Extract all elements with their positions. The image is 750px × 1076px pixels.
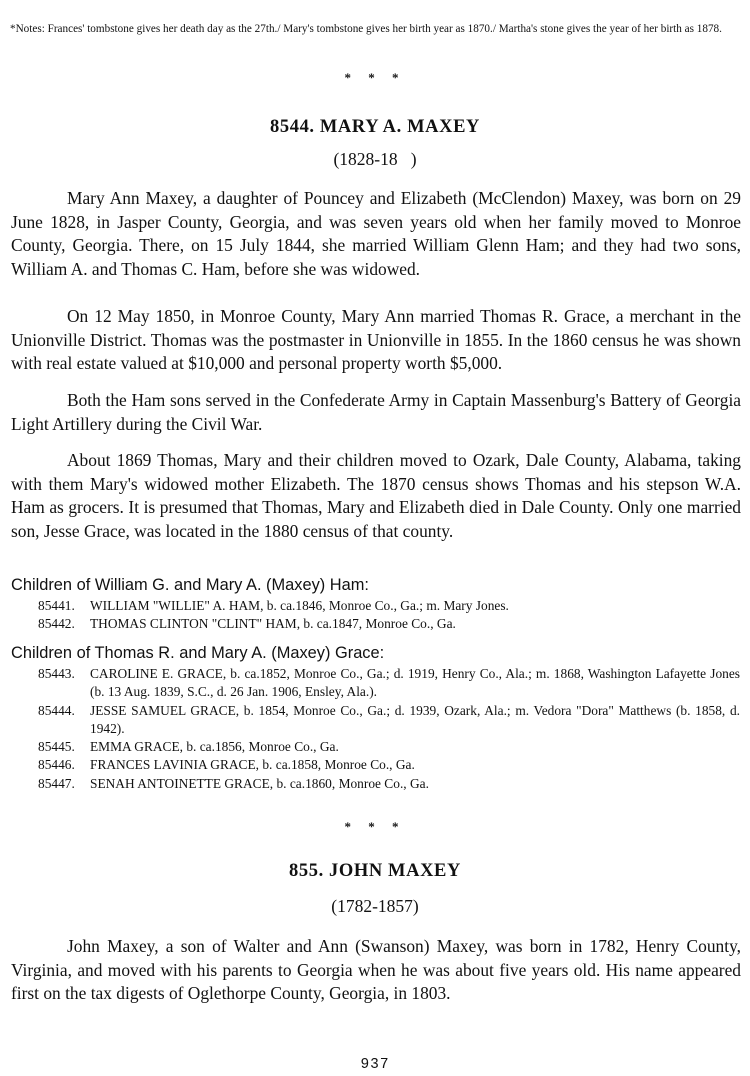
child-number: 85445. [38,739,75,755]
section-dates-john-maxey: (1782-1857) [331,896,419,916]
child-number: 85443. [38,666,75,681]
child-number: 85441. [38,598,75,613]
paragraph-mary-marriage: On 12 May 1850, in Monroe County, Mary Ann married Thomas R. Grace, a merchant in the Unionville District. Thomas was the postmaster in Unionville in 1855. In the 1860 census he was shown with real estate valued at $10,000 and personal property worth $5,000. [11,306,741,374]
children-heading-grace: Children of Thomas R. and Mary A. (Maxey) Grace: [11,644,385,662]
child-text: FRANCES LAVINIA GRACE, b. ca.1858, Monroe Co., Ga. [90,757,415,773]
section-separator: * * * [344,819,406,834]
child-text: JESSE SAMUEL GRACE, b. 1854, Monroe Co., Ga.; d. 1939, Ozark, Ala.; m. Vedora "Dora" Matthews (b. 1858, d. 1942). [90,702,740,736]
child-text: THOMAS CLINTON "CLINT" HAM, b. ca.1847, Monroe Co., Ga. [90,616,456,632]
child-number: 85446. [38,757,75,773]
footnote-notes: *Notes: Frances' tombstone gives her death day as the 27th./ Mary's tombstone gives her birth year as 1870./ Martha's stone gives the year of her birth as 1878. [10,23,722,35]
child-number: 85447. [38,775,75,791]
child-entry [0,775,750,793]
child-entry [0,756,750,774]
child-text: WILLIAM "WILLIE" A. HAM, b. ca.1846, Monroe Co., Ga.; m. Mary Jones. [90,598,509,613]
child-number: 85444. [38,702,75,718]
paragraph-ham-sons: Both the Ham sons served in the Confederate Army in Captain Massenburg's Battery of Georgia Light Artillery during the Civil War. [11,390,741,434]
children-heading-ham: Children of William G. and Mary A. (Maxey) Ham: [11,576,369,594]
section-separator: * * * [344,70,406,85]
children-list-grace [0,665,750,793]
section-dates-mary-maxey: (1828-18 ) [333,149,417,169]
paragraph-john-birth: John Maxey, a son of Walter and Ann (Swanson) Maxey, was born in 1782, Henry County, Virginia, and moved with his parents to Georgia when he was about five years old. His name appeared first on the tax digests of Oglethorpe County, Georgia, in 1803. [11,936,741,1004]
child-entry [0,702,750,739]
child-text: SENAH ANTOINETTE GRACE, b. ca.1860, Monroe Co., Ga. [90,775,429,791]
paragraph-mary-birth: Mary Ann Maxey, a daughter of Pouncey and Elizabeth (McClendon) Maxey, was born on 29 June 1828, in Jasper County, Georgia, and was seven years old when her family moved to Monroe County, Georgia. There, on 15 July 1844, she married William Glenn Ham; and they had two sons, William A. and Thomas C. Ham, before she was widowed. [11,188,741,279]
section-title-mary-maxey: 8544. MARY A. MAXEY [270,117,480,137]
child-text: EMMA GRACE, b. ca.1856, Monroe Co., Ga. [90,739,339,755]
section-title-john-maxey: 855. JOHN MAXEY [289,861,461,881]
child-entry [0,738,750,756]
child-text: CAROLINE E. GRACE, b. ca.1852, Monroe Co., Ga.; d. 1919, Henry Co., Ala.; m. 1868, Washington Lafayette Jones (b. 13 Aug. 1839, S.C., d. 26 Jan. 1906, Ensley, Ala.). [90,666,740,700]
children-list-ham [0,597,750,634]
page-number: 937 [360,1057,390,1073]
child-entry [0,665,750,702]
child-number: 85442. [38,616,75,632]
paragraph-move-to-ozark: About 1869 Thomas, Mary and their children moved to Ozark, Dale County, Alabama, taking with them Mary's widowed mother Elizabeth. The 1870 census shows Thomas and his stepson W.A. Ham as grocers. It is presumed that Thomas, Mary and Elizabeth died in Dale County. Only one married son, Jesse Grace, was located in the 1880 census of that county. [11,450,741,541]
child-entry [0,597,750,615]
child-entry [0,615,750,633]
